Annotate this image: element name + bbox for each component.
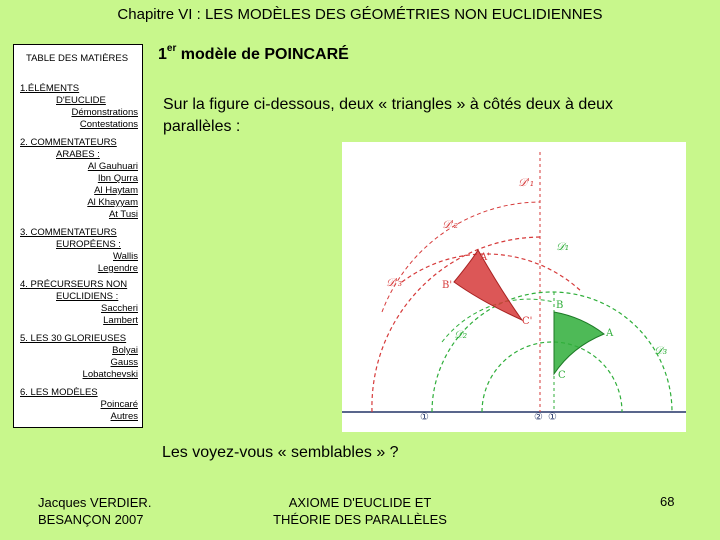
page-number: 68 [660, 494, 675, 509]
label-d1: 𝒟₁ [556, 240, 570, 253]
toc-section-6 [20, 387, 138, 423]
heading-superscript: er [166, 43, 177, 54]
label-a-prime: A' [480, 252, 490, 263]
toc-link-legendre[interactable]: Legendre [97, 263, 138, 274]
toc-link-non-euclidiens[interactable]: EUCLIDIENS : [56, 291, 119, 302]
footer-author: Jacques VERDIER. [38, 495, 152, 510]
label-point-1-right: ① [548, 412, 557, 423]
poincare-figure [342, 142, 686, 432]
toc-link-al-haytam[interactable]: Al Haytam [94, 185, 138, 196]
toc-link-poincare[interactable]: Poincaré [100, 399, 138, 410]
toc-link-elements[interactable]: 1.ÉLÉMENTS [20, 83, 80, 94]
toc-link-gauss[interactable]: Gauss [110, 357, 138, 368]
slide-title: Chapitre VI : LES MODÈLES DES GÉOMÉTRIES NON EUCLIDIENNES [117, 6, 603, 23]
label-d1-prime: 𝒟'₁ [518, 176, 535, 189]
toc-section-3 [20, 227, 138, 275]
toc-link-commentateurs-arabes[interactable]: 2. COMMENTATEURS [20, 137, 117, 148]
toc-section-5 [20, 333, 138, 381]
label-point-1-left: ① [420, 412, 429, 423]
heading-text: modèle de POINCARÉ [176, 46, 349, 63]
label-d3: 𝒟₃ [654, 344, 668, 357]
toc-link-precurseurs[interactable]: 4. PRÉCURSEURS NON [20, 279, 128, 290]
footer-subject-line-1: AXIOME D'EUCLIDE ET [288, 495, 432, 510]
toc-link-ibn-qurra[interactable]: Ibn Qurra [97, 173, 138, 184]
toc-link-commentateurs-europeens[interactable]: 3. COMMENTATEURS [20, 227, 117, 238]
question-text: Les voyez-vous « semblables » ? [162, 444, 399, 461]
toc-link-lobatchevski[interactable]: Lobatchevski [82, 369, 138, 380]
footer-place: BESANÇON 2007 [38, 512, 144, 527]
toc-link-al-khayyam[interactable]: Al Khayyam [87, 197, 138, 208]
heading-number: 1 [158, 46, 167, 63]
toc-link-contestations[interactable]: Contestations [79, 119, 138, 130]
toc-link-modeles[interactable]: 6. LES MODÈLES [20, 387, 98, 398]
intro-paragraph: Sur la figure ci-dessous, deux « triangles » à côtés deux à deux parallèles : [163, 96, 614, 135]
toc-link-arabes[interactable]: ARABES : [56, 149, 100, 160]
label-b: B [556, 300, 564, 311]
label-c-prime: C' [522, 316, 533, 327]
toc-link-30-glorieuses[interactable]: 5. LES 30 GLORIEUSES [20, 333, 127, 344]
toc-link-demonstrations[interactable]: Démonstrations [71, 107, 138, 118]
toc-link-at-tusi[interactable]: At Tusi [108, 209, 138, 220]
label-b-prime: B' [442, 280, 453, 291]
toc-link-autres[interactable]: Autres [110, 411, 138, 422]
toc-heading: TABLE DES MATIÈRES [26, 53, 129, 64]
slide-heading [158, 43, 349, 64]
toc-section-4 [20, 279, 138, 327]
green-arc-d2 [482, 342, 622, 412]
footer-author-block [38, 494, 151, 528]
red-arc-d2 [372, 237, 540, 412]
footer-subject-line-2: THÉORIE DES PARALLÈLES [273, 512, 447, 527]
label-d2: 𝒟₂ [454, 328, 468, 341]
toc-link-euclide[interactable]: D'EUCLIDE [56, 95, 106, 106]
label-point-2: ② [534, 412, 543, 423]
toc-section-2 [20, 137, 138, 221]
label-d3-prime: 𝒟'₃ [386, 276, 403, 289]
toc-link-bolyai[interactable]: Bolyai [112, 345, 138, 356]
toc-link-europeens[interactable]: EUROPÉENS : [56, 239, 121, 250]
toc-link-saccheri[interactable]: Saccheri [101, 303, 138, 314]
green-arc-d3 [432, 292, 672, 412]
footer-subject-block [262, 494, 458, 528]
green-triangle [554, 312, 604, 374]
table-of-contents [13, 44, 143, 428]
label-a: A [606, 328, 614, 339]
toc-link-lambert[interactable]: Lambert [103, 315, 138, 326]
toc-link-wallis[interactable]: Wallis [113, 251, 138, 262]
label-c: C [558, 370, 566, 381]
toc-link-al-gauhuari[interactable]: Al Gauhuari [87, 161, 138, 172]
poincare-diagram [342, 142, 686, 432]
toc-section-1 [20, 83, 138, 131]
label-d2-prime: 𝒟'₂ [442, 218, 459, 231]
